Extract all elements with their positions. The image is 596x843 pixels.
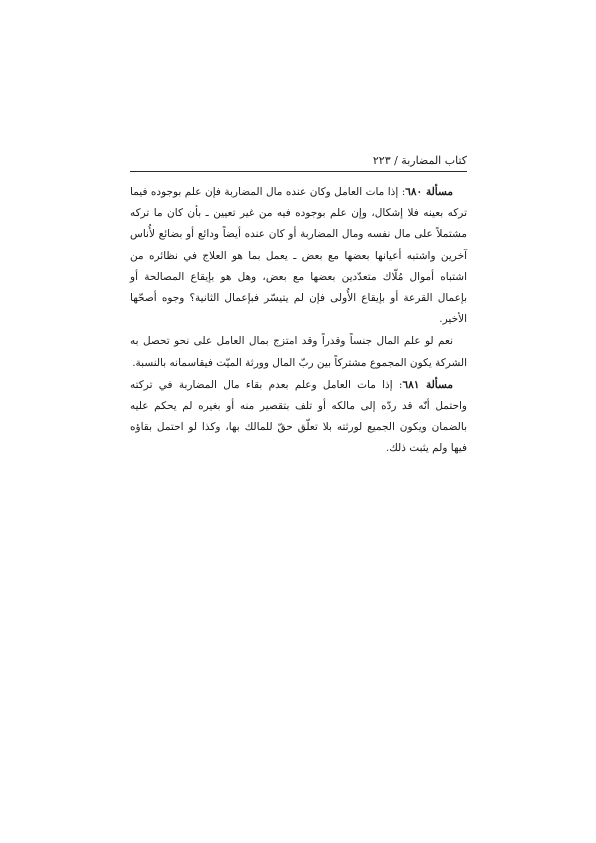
issue-681-paragraph xyxy=(130,375,467,460)
header-rule xyxy=(130,171,467,172)
issue-680-label: مسألة ٦٨٠ xyxy=(405,186,453,198)
issue-681-text: : إذا مات العامل وعلم بعدم بقاء مال المضاربة في تركته واحتمل أنّه قد ردّه إلى مالكه أو تلف بتقصير منه أو بغيره لم يحكم عليه بالضمان ويكون الجميع لورثته بلا تعلّق حقّ للمالك بها، وكذا لو احتمل بقاؤه فيها ولم يثبت ذلك. xyxy=(130,378,467,455)
page-body xyxy=(130,182,467,461)
issue-680-text: : إذا مات العامل وكان عنده مال المضاربة فإن علم بوجوده فيما تركه بعينه فلا إشكال، وإن علم بوجوده فيه من غير تعيين ـ بأن كان ما تركه مشتملاً على مال نفسه ومال المضاربة أو كان عنده أيضاً ودائع أو بضائع لأُناس آخرين واشتبه أعيانها بعضها مع بعض ـ يعمل بما هو العلاج في نظائره من اشتباه أموال مُلّاك متعدّدين بعضها مع بعض، وهل هو بإيقاع المصالحة أو بإعمال القرعة أو بإيقاع الأُولى فإن لم يتيسّر فبإعمال الثانية؟ وجوه أصحّها الأخير. xyxy=(130,186,467,326)
continuation-paragraph xyxy=(130,331,467,373)
running-header xyxy=(130,153,467,173)
issue-681-label: مسألة ٦٨١ xyxy=(402,378,453,391)
issue-680-paragraph xyxy=(130,182,467,330)
running-title: كتاب المضاربة / ٢٢٣ xyxy=(372,154,467,167)
continuation-text: نعم لو علم المال جنساً وقدراً وقد امتزج بمال العامل على نحو تحصل به الشركة يكون المجموع مشتركاً بين ربّ المال وورثة الميّت فيقاسمانه بالنسبة. xyxy=(130,335,467,369)
